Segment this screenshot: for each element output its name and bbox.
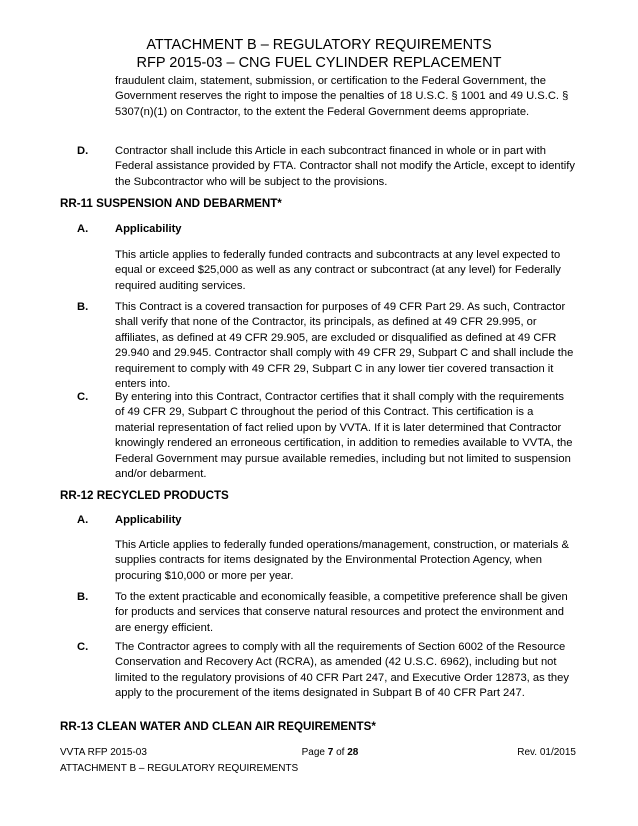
footer-page-mid: of bbox=[333, 747, 348, 758]
rr12-item-a-heading: Applicability bbox=[115, 514, 182, 526]
section-rr13-title: RR-13 CLEAN WATER AND CLEAN AIR REQUIREMENTS* bbox=[60, 720, 376, 733]
rr12-item-c-letter: C. bbox=[77, 641, 89, 653]
footer-page-prefix: Page bbox=[301, 747, 328, 758]
intro-item-d-text: Contractor shall include this Article in each subcontract financed in whole or in part with Federal assistance provided by FTA. Contractor shall not modify the Article, except to identify the Subcontractor who will be subject to the provisions. bbox=[115, 145, 575, 188]
rr11-item-b-letter: B. bbox=[77, 301, 89, 313]
rr11-item-c-text: By entering into this Contract, Contractor certifies that it shall comply with the requirements of 49 CFR 29, Subpart C throughout the period of this Contract. This certification is a material representation of fact relied upon by VVTA. If it is later determined that Contractor knowingly rendered an erroneous certification, in addition to remedies available to VVTA, the Federal Government may pursue available remedies, including but not limited to suspension and/or debarment. bbox=[115, 391, 573, 481]
rr11-item-c-letter: C. bbox=[77, 391, 89, 403]
footer-page-total: 28 bbox=[347, 747, 359, 758]
rr12-item-a-text: This Article applies to federally funded operations/management, construction, or materials & supplies contracts for items designated by the Environmental Protection Agency, when procuring $10,000 or more per year. bbox=[115, 539, 569, 582]
footer-revision: Rev. 01/2015 bbox=[517, 747, 576, 758]
intro-continuation-text: fraudulent claim, statement, submission, or certification to the Federal Government, the Government reserves the right to impose the penalties of 18 U.S.C. § 1001 and 49 U.S.C. § 5307(n)(1) on Contractor, to the extent the Federal Government deems appropriate. bbox=[115, 75, 569, 118]
footer-page-current: 7 bbox=[327, 747, 334, 758]
footer-left-text: VVTA RFP 2015-03 bbox=[60, 747, 147, 758]
rr12-item-b-letter: B. bbox=[77, 591, 89, 603]
footer-page-number bbox=[270, 746, 390, 759]
rr12-item-a-letter: A. bbox=[77, 514, 89, 526]
rr11-item-a-letter: A. bbox=[77, 223, 89, 235]
section-rr11-title: RR-11 SUSPENSION AND DEBARMENT* bbox=[60, 197, 282, 210]
rr11-item-b-text: This Contract is a covered transaction for purposes of 49 CFR Part 29. As such, Contractor shall verify that none of the Contractor, its principals, as defined at 49 CFR 29.995, or affiliates, as defined at 49 CFR 29.905, are excluded or disqualified as defined at 49 CFR 29.940 and 29.945. Contractor shall comply with 49 CFR 29, Subpart C and shall include the requirement to comply with 49 CFR 29, Subpart C in any lower tier covered transaction it enters into. bbox=[115, 301, 574, 391]
header-title-line1: ATTACHMENT B – REGULATORY REQUIREMENTS bbox=[146, 37, 492, 53]
intro-item-d-letter: D. bbox=[77, 145, 89, 157]
section-rr12-title: RR-12 RECYCLED PRODUCTS bbox=[60, 489, 229, 502]
rr12-item-b-text: To the extent practicable and economically feasible, a competitive preference shall be given for products and services that conserve natural resources and protect the environment and are energy efficient. bbox=[115, 591, 568, 634]
rr11-item-a-heading: Applicability bbox=[115, 223, 182, 235]
rr11-item-a-text: This article applies to federally funded contracts and subcontracts at any level expected to equal or exceed $25,000 as well as any contract or subcontract (at any level) for Federally required auditing services. bbox=[115, 249, 561, 292]
rr12-item-c-text: The Contractor agrees to comply with all the requirements of Section 6002 of the Resource Conservation and Recovery Act (RCRA), as amended (42 U.S.C. 6962), including but not limited to the regulatory provisions of 40 CFR Part 247, and Executive Order 12873, as they apply to the procurement of the items designated in Subpart B of 40 CFR Part 247. bbox=[115, 641, 569, 700]
footer-line2: ATTACHMENT B – REGULATORY REQUIREMENTS bbox=[60, 763, 299, 774]
header-title-line2: RFP 2015-03 – CNG FUEL CYLINDER REPLACEMENT bbox=[136, 55, 502, 71]
